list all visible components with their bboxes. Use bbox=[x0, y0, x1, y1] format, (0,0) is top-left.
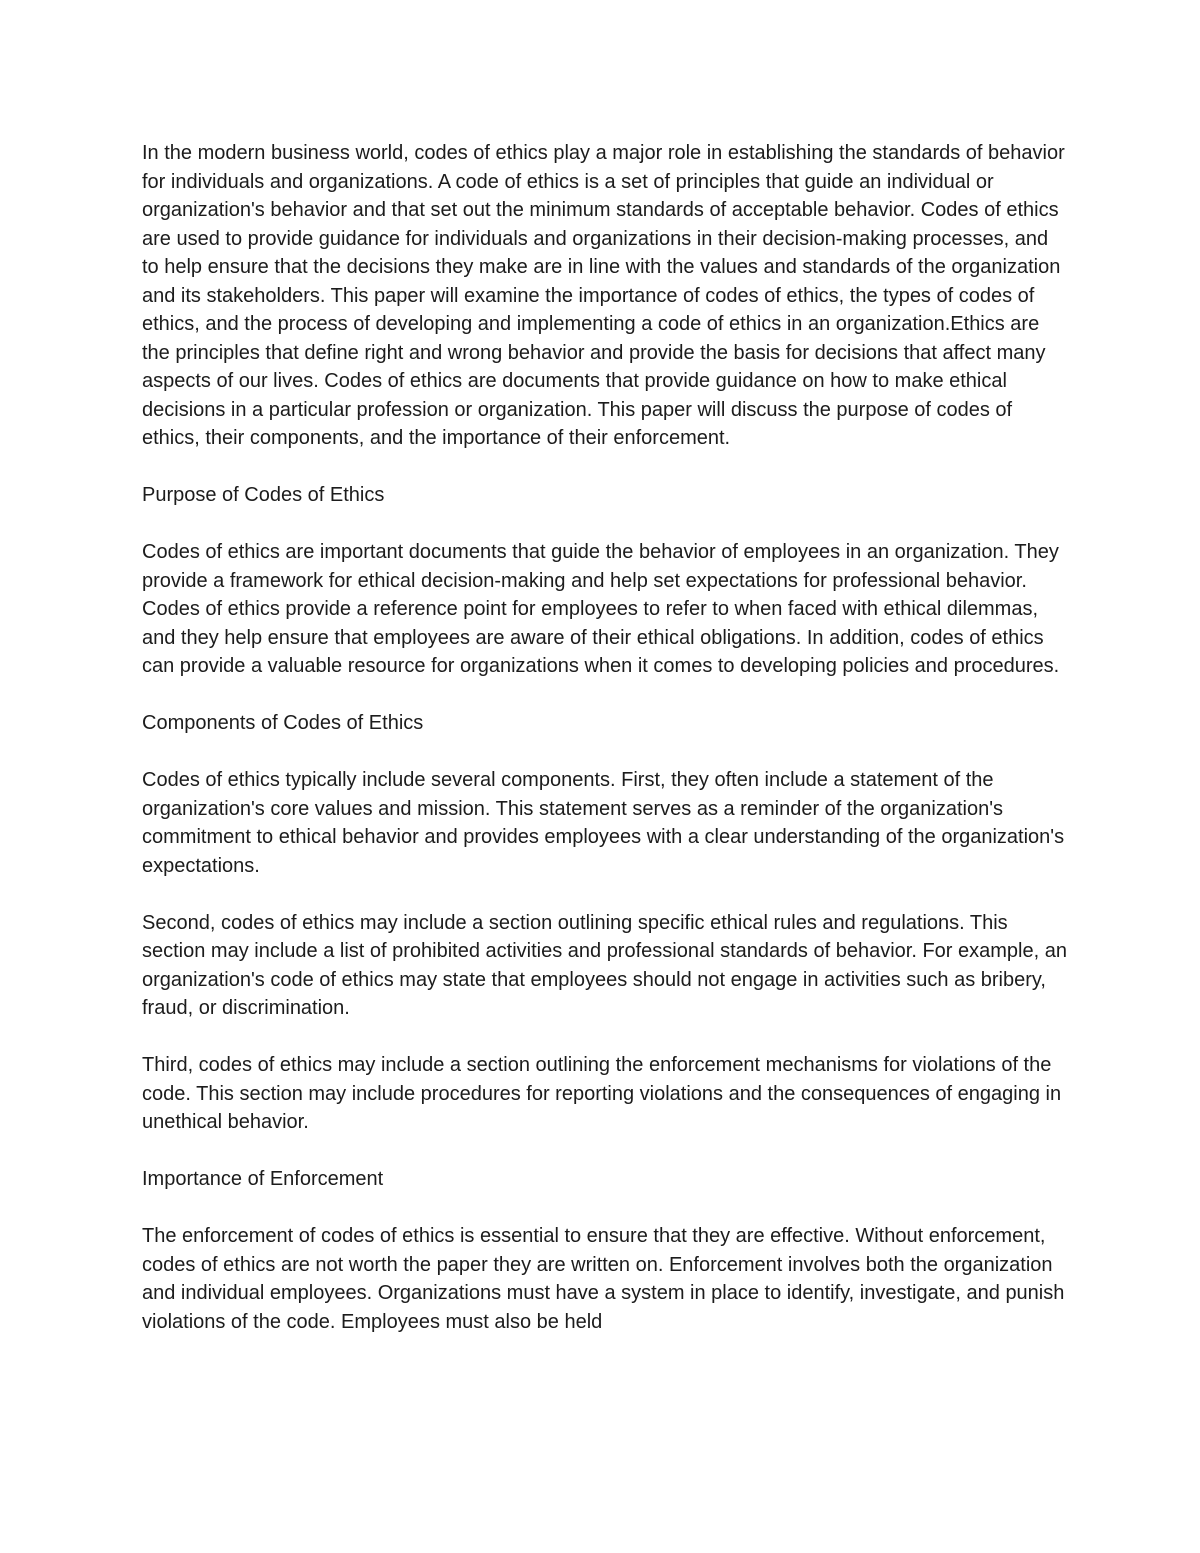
components-paragraph-first: Codes of ethics typically include several components. First, they often include a statement of the organization's core values and mission. This statement serves as a reminder of the organization's commitment to ethical behavior and provides employees with a clear understanding of the organization's expectations. bbox=[142, 769, 1065, 877]
components-paragraph-second: Second, codes of ethics may include a section outlining specific ethical rules and regulations. This section may include a list of prohibited activities and professional standards of behavior. For example, an organization's code of ethics may state that employees should not engage in activities such as bribery, fraud, or discrimination. bbox=[142, 911, 1067, 1019]
section-heading-components: Components of Codes of Ethics bbox=[142, 712, 424, 734]
intro-paragraph: In the modern business world, codes of ethics play a major role in establishing the standards of behavior for individuals and organizations. A code of ethics is a set of principles that guide an individual or organization's behavior and that set out the minimum standards of acceptable behavior. Codes of ethics are used to provide guidance for individuals and organizations in their decision-making processes, and to help ensure that the decisions they make are in line with the values and standards of the organization and its stakeholders. This paper will examine the importance of codes of ethics, the types of codes of ethics, and the process of developing and implementing a code of ethics in an organization.Ethics are the principles that define right and wrong behavior and provide the basis for decisions that affect many aspects of our lives. Codes of ethics are documents that provide guidance on how to make ethical decisions in a particular profession or organization. This paper will discuss the purpose of codes of ethics, their components, and the importance of their enforcement. bbox=[142, 142, 1065, 449]
components-paragraph-third: Third, codes of ethics may include a section outlining the enforcement mechanisms for violations of the code. This section may include procedures for reporting violations and the consequences of engaging in unethical behavior. bbox=[142, 1054, 1062, 1133]
document-body bbox=[142, 139, 1067, 1365]
enforcement-paragraph: The enforcement of codes of ethics is essential to ensure that they are effective. Without enforcement, codes of ethics are not worth the paper they are written on. Enforcement involves both the organization and individual employees. Organizations must have a system in place to identify, investigate, and punish violations of the code. Employees must also be held bbox=[142, 1225, 1065, 1333]
purpose-paragraph: Codes of ethics are important documents that guide the behavior of employees in an organization. They provide a framework for ethical decision-making and help set expectations for professional behavior. Codes of ethics provide a reference point for employees to refer to when faced with ethical dilemmas, and they help ensure that employees are aware of their ethical obligations. In addition, codes of ethics can provide a valuable resource for organizations when it comes to developing policies and procedures. bbox=[142, 541, 1060, 677]
section-heading-purpose: Purpose of Codes of Ethics bbox=[142, 484, 385, 506]
section-heading-enforcement: Importance of Enforcement bbox=[142, 1168, 384, 1190]
